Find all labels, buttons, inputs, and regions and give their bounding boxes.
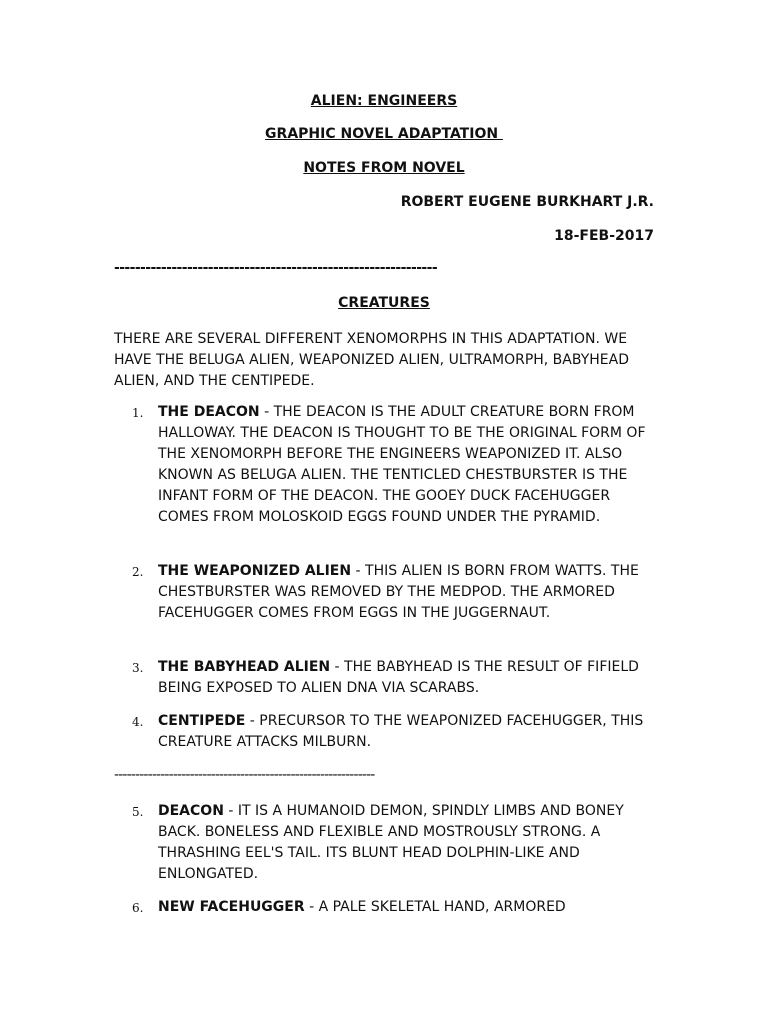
list-term: THE WEAPONIZED ALIEN — [158, 563, 352, 579]
thick-divider: -------------------------------------------------------------- — [114, 260, 438, 276]
list-item — [132, 657, 658, 699]
list-item — [132, 561, 658, 624]
list-item — [132, 801, 658, 885]
intro-paragraph: THERE ARE SEVERAL DIFFERENT XENOMORPHS IN THIS ADAPTATION. WE HAVE THE BELUGA ALIEN, WEAPONIZED ALIEN, ULTRAMORPH, BABYHEAD ALIEN, AND THE CENTIPEDE. — [114, 331, 629, 389]
list-number: 3. — [132, 661, 144, 675]
document-title: ALIEN: ENGINEERS — [310, 93, 458, 109]
list-number: 2. — [132, 565, 144, 579]
notes-heading: NOTES FROM NOVEL — [303, 160, 465, 176]
list-number: 4. — [132, 715, 144, 729]
thin-divider: -------------------------------------------------------------- — [114, 767, 375, 783]
list-description: - PRECURSOR TO THE WEAPONIZED FACEHUGGER, THIS CREATURE ATTACKS MILBURN. — [158, 713, 644, 750]
list-item — [132, 402, 658, 528]
list-term: NEW FACEHUGGER — [158, 899, 305, 915]
list-description: - THE BABYHEAD IS THE RESULT OF FIFIELD BEING EXPOSED TO ALIEN DNA VIA SCARABS. — [158, 659, 639, 696]
list-number: 6. — [132, 901, 144, 915]
list-number: 1. — [132, 406, 144, 420]
section-heading: CREATURES — [338, 295, 430, 311]
author-name: ROBERT EUGENE BURKHART J.R. — [400, 194, 654, 210]
list-number: 5. — [132, 805, 144, 819]
list-description: - IT IS A HUMANOID DEMON, SPINDLY LIMBS AND BONEY BACK. BONELESS AND FLEXIBLE AND MOSTROUSLY STRONG. A THRASHING EEL'S TAIL. ITS BLUNT HEAD DOLPHIN-LIKE AND ENLONGATED. — [158, 803, 624, 882]
list-item — [132, 897, 658, 918]
list-description: - A PALE SKELETAL HAND, ARMORED — [304, 899, 566, 915]
list-item — [132, 711, 658, 753]
document-date: 18-FEB-2017 — [554, 228, 654, 244]
list-description: - THE DEACON IS THE ADULT CREATURE BORN FROM HALLOWAY. THE DEACON IS THOUGHT TO BE THE ORIGINAL FORM OF THE XENOMORPH BEFORE THE ENGINEERS WEAPONIZED IT. ALSO KNOWN AS BELUGA ALIEN. THE TENTICLED CHESTBURSTER IS THE INFANT FORM OF THE DEACON. THE GOOEY DUCK FACEHUGGER COMES FROM MOLOSKOID EGGS FOUND UNDER THE PYRAMID. — [158, 404, 646, 525]
list-term: THE BABYHEAD ALIEN — [158, 659, 331, 675]
list-term: DEACON — [158, 803, 224, 819]
list-term: THE DEACON — [158, 404, 260, 420]
list-description: - THIS ALIEN IS BORN FROM WATTS. THE CHESTBURSTER WAS REMOVED BY THE MEDPOD. THE ARMORED FACEHUGGER COMES FROM EGGS IN THE JUGGERNAUT. — [158, 563, 639, 621]
list-term: CENTIPEDE — [158, 713, 246, 729]
document-subtitle: GRAPHIC NOVEL ADAPTATION — [265, 126, 503, 142]
